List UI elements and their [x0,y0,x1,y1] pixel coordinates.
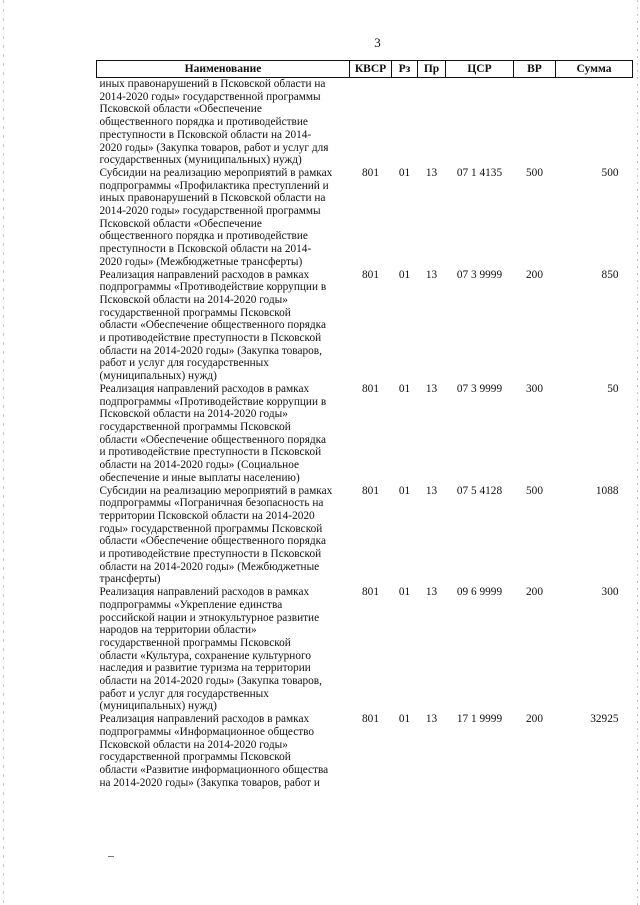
row-name-line: области на 2014-2020 годы» (Закупка товаров, [99,675,322,688]
row-csr-cell: 07 3 9999 [456,268,503,281]
header-sum: Сумма [556,61,633,78]
scan-artifact-mark [108,856,114,857]
row-pr-cell: 13 [425,382,438,395]
row-pr-cell [418,78,446,167]
row-name-line: подпрограммы «Информационное общество [99,725,315,738]
table-header-row [97,61,633,78]
row-name-line: иных правонарушений в Псковской области на [99,78,326,90]
row-name-line: государственной программы Псковской [99,751,291,764]
row-pr-cell: 13 [425,268,438,281]
row-name-line: на 2014-2020 годы» (Закупка товаров, работ и [99,776,320,789]
header-name: Наименование [97,61,350,78]
row-name-line: обеспечение и иные выплаты населению) [99,471,300,484]
row-csr-cell: 09 6 9999 [456,586,503,599]
row-rz-cell [392,78,418,167]
table-row [97,485,633,587]
row-name-line: государственных (муниципальных) нужд) [99,154,302,167]
row-name-line: области «Развитие информационного общества [99,763,329,776]
page-number: 3 [374,35,381,50]
row-csr-cell: 07 3 9999 [456,382,503,395]
row-name-cell [97,383,350,485]
row-name-line: области на 2014-2020 годы» (Социальное [99,459,300,472]
row-vr-cell: 500 [526,166,543,179]
header-pr: Пр [418,61,446,78]
row-pr-cell: 13 [425,586,438,599]
row-sum-cell: 300 [601,586,619,599]
row-name-line: Псковской области «Обеспечение [99,217,262,230]
row-name-line: Реализация направлений расходов в рамках [99,586,310,599]
row-kvsr-cell: 801 [362,268,379,281]
row-name-line: российской нации и этнокультурное развитие [99,611,320,624]
row-pr-cell: 13 [425,166,438,179]
row-csr-cell [446,78,514,167]
row-sum-cell: 500 [601,166,619,179]
row-name-line: Субсидии на реализацию мероприятий в рамках [99,484,333,497]
row-name-line: Псковской области на 2014-2020 годы» [99,738,288,751]
row-kvsr-cell: 801 [362,382,379,395]
row-name-line: государственной программы Псковской [99,636,291,649]
row-name-line: Реализация направлений расходов в рамках [99,713,310,726]
row-pr-cell: 13 [425,713,438,726]
row-rz-cell: 01 [398,484,411,497]
row-name-line: годы» государственной программы Псковской [99,522,323,535]
row-name-cell [97,167,350,269]
row-name-cell [97,269,350,383]
row-sum-cell [556,78,633,167]
row-kvsr-cell [350,78,392,167]
row-sum-cell: 50 [607,382,619,395]
row-name-line: 2014-2020 годы» государственной программы [99,205,321,218]
row-name-line: 2014-2020 годы» государственной программы [99,90,321,103]
scan-edge-left [3,0,4,905]
table-body [97,78,633,790]
table-row [97,383,633,485]
table-row [97,586,633,713]
row-name-line: (муниципальных) нужд) [99,700,217,713]
row-name-line: наследия и развитие туризма на территории [99,662,311,675]
header-rz: Рз [392,61,418,78]
row-name-cell [97,713,350,789]
row-name-line: Субсидии на реализацию мероприятий в рамках [99,166,333,179]
row-vr-cell [514,78,556,167]
row-name-line: государственной программы Псковской [99,306,291,319]
row-name-line: трансферты) [99,573,161,586]
header-csr: ЦСР [446,61,514,78]
row-name-line: Псковской области на 2014-2020 годы» [99,408,288,421]
row-name-line: преступности в Псковской области на 2014- [99,243,312,256]
row-name-line: области на 2014-2020 годы» (Закупка товаров, [99,344,322,357]
header-kvsr: КВСР [350,61,392,78]
row-kvsr-cell: 801 [362,713,379,726]
row-kvsr-cell: 801 [362,586,379,599]
row-kvsr-cell: 801 [362,484,379,497]
row-name-line: государственной программы Псковской [99,420,291,433]
table-row [97,167,633,269]
row-sum-cell: 850 [601,268,619,281]
row-name-line: 2020 годы» (Межбюджетные трансферты) [99,255,303,268]
row-name-line: 2020 годы» (Закупка товаров, работ и услуг для [99,141,329,154]
row-csr-cell: 07 5 4128 [456,484,503,497]
table-row [97,78,633,167]
row-name-line: общественного порядка и противодействие [99,116,308,129]
row-name-line: подпрограммы «Профилактика преступлений и [99,179,329,192]
row-name-line: работ и услуг для государственных [99,687,269,700]
row-csr-cell: 17 1 9999 [456,713,503,726]
row-name-line: преступности в Псковской области на 2014- [99,128,312,141]
row-kvsr-cell: 801 [362,166,379,179]
row-name-line: Псковской области «Обеспечение [99,103,262,116]
row-name-line: подпрограммы «Противодействие коррупции в [99,281,327,294]
row-name-line: Псковской области на 2014-2020 годы» [99,293,288,306]
row-vr-cell: 500 [526,484,543,497]
row-name-line: области «Обеспечение общественного порядка [99,319,327,332]
row-name-cell [97,586,350,713]
table-row [97,269,633,383]
row-name-line: области на 2014-2020 годы» (Межбюджетные [99,560,320,573]
header-vr: ВР [514,61,556,78]
row-name-line: области «Обеспечение общественного порядка [99,433,327,446]
row-name-line: и противодействие преступности в Псковской [99,332,322,345]
row-name-line: народов на территории области» [99,624,257,637]
row-name-line: и противодействие преступности в Псковской [99,446,322,459]
scan-edge-right [637,0,638,905]
row-name-line: Реализация направлений расходов в рамках [99,382,310,395]
row-rz-cell: 01 [398,713,411,726]
row-vr-cell: 200 [526,713,543,726]
row-name-line: подпрограммы «Противодействие коррупции в [99,395,327,408]
row-rz-cell: 01 [398,382,411,395]
row-name-cell [97,485,350,587]
row-name-line: области «Культура, сохранение культурного [99,649,311,662]
budget-table [96,60,633,789]
row-name-line: области «Обеспечение общественного порядка [99,535,327,548]
row-name-line: иных правонарушений в Псковской области на [99,192,326,205]
row-rz-cell: 01 [398,586,411,599]
row-rz-cell: 01 [398,268,411,281]
row-name-line: (муниципальных) нужд) [99,370,217,383]
row-name-cell [97,78,350,167]
row-vr-cell: 200 [526,586,543,599]
row-name-line: подпрограммы «Укрепление единства [99,598,283,611]
row-name-line: и противодействие преступности в Псковской [99,548,322,561]
row-sum-cell: 32925 [590,713,619,726]
row-csr-cell: 07 1 4135 [456,166,503,179]
row-name-line: подпрограммы «Пограничная безопасность на [99,497,324,510]
row-name-line: территории Псковской области на 2014-2020 [99,509,315,522]
row-pr-cell: 13 [425,484,438,497]
row-sum-cell: 1088 [595,484,619,497]
row-vr-cell: 300 [526,382,543,395]
row-name-line: работ и услуг для государственных [99,357,269,370]
row-name-line: Реализация направлений расходов в рамках [99,268,310,281]
row-name-line: общественного порядка и противодействие [99,230,308,243]
table-row [97,713,633,789]
budget-table-container [96,60,632,789]
row-rz-cell: 01 [398,166,411,179]
row-vr-cell: 200 [526,268,543,281]
